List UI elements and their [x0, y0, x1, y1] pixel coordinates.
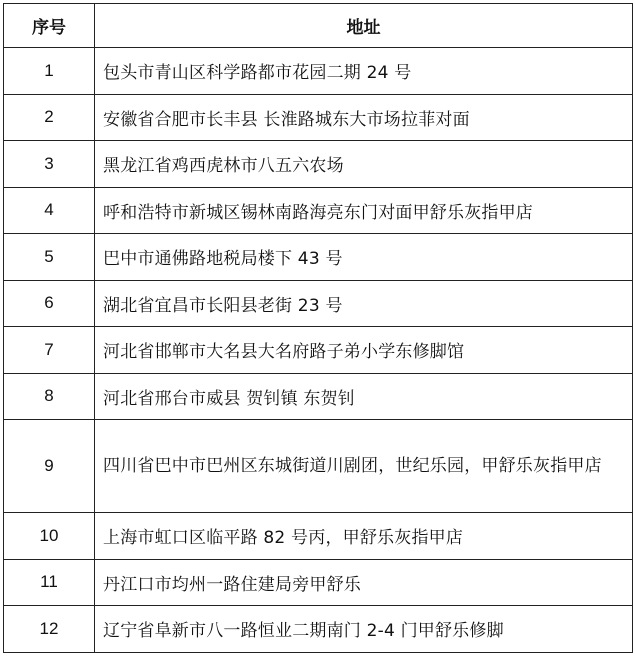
header-address: 地址 — [95, 4, 633, 48]
row-number: 5 — [4, 234, 95, 281]
table-row — [4, 48, 633, 95]
row-address: 黑龙江省鸡西虎林市八五六农场 — [95, 141, 633, 188]
row-address: 丹江口市均州一路住建局旁甲舒乐 — [95, 559, 633, 606]
row-number: 1 — [4, 48, 95, 95]
row-address: 安徽省合肥市长丰县 长淮路城东大市场拉菲对面 — [95, 94, 633, 141]
row-number: 7 — [4, 327, 95, 374]
header-index: 序号 — [4, 4, 95, 48]
row-address: 上海市虹口区临平路 82 号丙，甲舒乐灰指甲店 — [95, 513, 633, 560]
row-number: 12 — [4, 606, 95, 653]
row-address: 辽宁省阜新市八一路恒业二期南门 2-4 门甲舒乐修脚 — [95, 606, 633, 653]
row-address: 巴中市通佛路地税局楼下 43 号 — [95, 234, 633, 281]
row-number: 9 — [4, 420, 95, 513]
row-number: 8 — [4, 373, 95, 420]
table-header-row — [4, 4, 633, 48]
table-row — [4, 234, 633, 281]
row-number: 3 — [4, 141, 95, 188]
table-row — [4, 280, 633, 327]
table-row — [4, 606, 633, 653]
row-address: 湖北省宜昌市长阳县老街 23 号 — [95, 280, 633, 327]
row-address: 河北省邢台市威县 贺钊镇 东贺钊 — [95, 373, 633, 420]
row-address: 包头市青山区科学路都市花园二期 24 号 — [95, 48, 633, 95]
table-row — [4, 513, 633, 560]
row-number: 11 — [4, 559, 95, 606]
table-row — [4, 187, 633, 234]
table-row — [4, 141, 633, 188]
row-number: 2 — [4, 94, 95, 141]
table-row — [4, 373, 633, 420]
row-address: 河北省邯郸市大名县大名府路子弟小学东修脚馆 — [95, 327, 633, 374]
row-number: 4 — [4, 187, 95, 234]
table-row — [4, 559, 633, 606]
row-number: 10 — [4, 513, 95, 560]
table-row — [4, 94, 633, 141]
row-address: 呼和浩特市新城区锡林南路海亮东门对面甲舒乐灰指甲店 — [95, 187, 633, 234]
table-row — [4, 420, 633, 513]
row-number: 6 — [4, 280, 95, 327]
row-address: 四川省巴中市巴州区东城街道川剧团，世纪乐园，甲舒乐灰指甲店 — [95, 420, 633, 513]
table-row — [4, 327, 633, 374]
address-table — [3, 3, 633, 653]
